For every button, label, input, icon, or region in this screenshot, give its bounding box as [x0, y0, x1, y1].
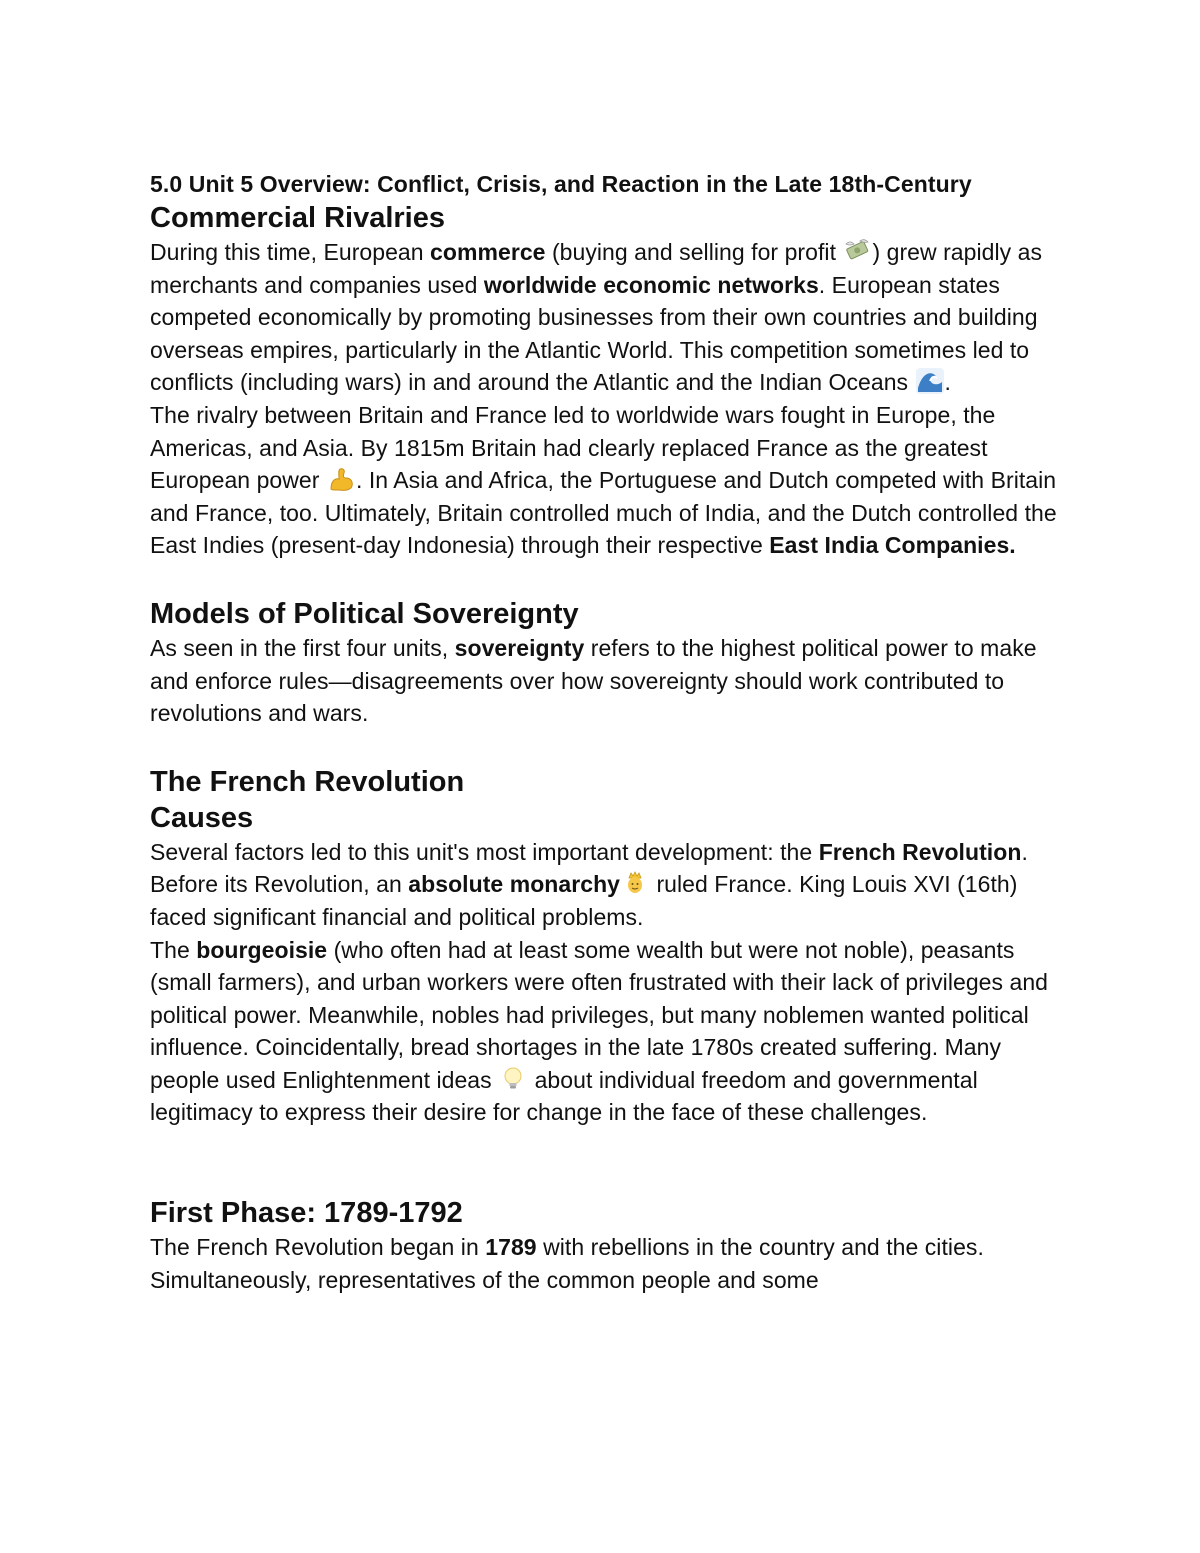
term-east-india-companies: East India Companies.: [769, 532, 1016, 559]
heading-commercial-rivalries: Commercial Rivalries: [150, 202, 445, 234]
crowned-person-icon: [621, 870, 649, 896]
flexed-biceps-icon: [327, 466, 355, 492]
term-1789: 1789: [485, 1234, 537, 1261]
term-absolute-monarchy: absolute monarchy: [408, 871, 621, 898]
term-commerce: commerce: [430, 239, 546, 265]
heading-political-sovereignty: Models of Political Sovereignty: [150, 597, 579, 630]
light-bulb-icon: [499, 1066, 527, 1092]
term-worldwide-economic-networks: worldwide economic networks: [483, 271, 819, 298]
paragraph-causes-2: The bourgeoisie (who often had at least some wealth but were not noble), peasants (small farmers), and urban workers were often frustrated with their lack of privileges and political power. Meanwhile, nobles had privileges, but many noblemen wanted political influence. Coincidentally, bread shortages in the late 1780s created suffering. Many people used Enlightenment ideas about individual freedom and governmental legitimacy to express their desire for change in the face of these challenges.: [150, 936, 1049, 1126]
paragraph-commercial-2: The rivalry between Britain and France led to worldwide wars fought in Europe, the Americas, and Asia. By 1815m Britain had clearly replaced France as the greatest European power . In Asia and Africa, the Portuguese and Dutch competed with Britain and France, too. Ultimately, Britain controlled much of India, and the Dutch controlled the East Indies (present-day Indonesia) through their respective East India Companies.: [150, 401, 1057, 559]
paragraph-causes-1: Several factors led to this unit's most important development: the French Revolution. Before its Revolution, an absolute monarchy ruled France. King Louis XVI (16th) faced significant financial and political problems.: [150, 838, 1028, 930]
heading-french-revolution: The French Revolution: [150, 765, 465, 798]
paragraph-first-phase-1: The French Revolution began in 1789 with rebellions in the country and the cities. Simultaneously, representatives of the common people and some: [150, 1234, 984, 1293]
term-sovereignty: sovereignty: [454, 634, 585, 661]
paragraph-sovereignty-1: As seen in the first four units, sovereignty refers to the highest political power to make and enforce rules—disagreements over how sovereignty should work contributed to revolutions and wars.: [150, 634, 1037, 727]
document-page: [150, 168, 1070, 1296]
document-title: 5.0 Unit 5 Overview: Conflict, Crisis, and Reaction in the Late 18th-Century: [150, 171, 972, 197]
paragraph-commercial-1: During this time, European commerce (buying and selling for profit ) grew rapidly as merchants and companies used worldwide economic networks. European states competed economically by promoting businesses from their own countries and building overseas empires, particularly in the Atlantic World. This competition sometimes led to conflicts (including wars) in and around the Atlantic and the Indian Oceans .: [150, 239, 1043, 396]
subheading-causes: Causes: [150, 801, 254, 834]
term-french-revolution: French Revolution: [818, 838, 1022, 865]
term-bourgeoisie: bourgeoisie: [196, 936, 328, 963]
water-wave-icon: [916, 368, 944, 394]
heading-first-phase: First Phase: 1789-1792: [150, 1197, 463, 1230]
money-with-wings-icon: [843, 238, 871, 264]
